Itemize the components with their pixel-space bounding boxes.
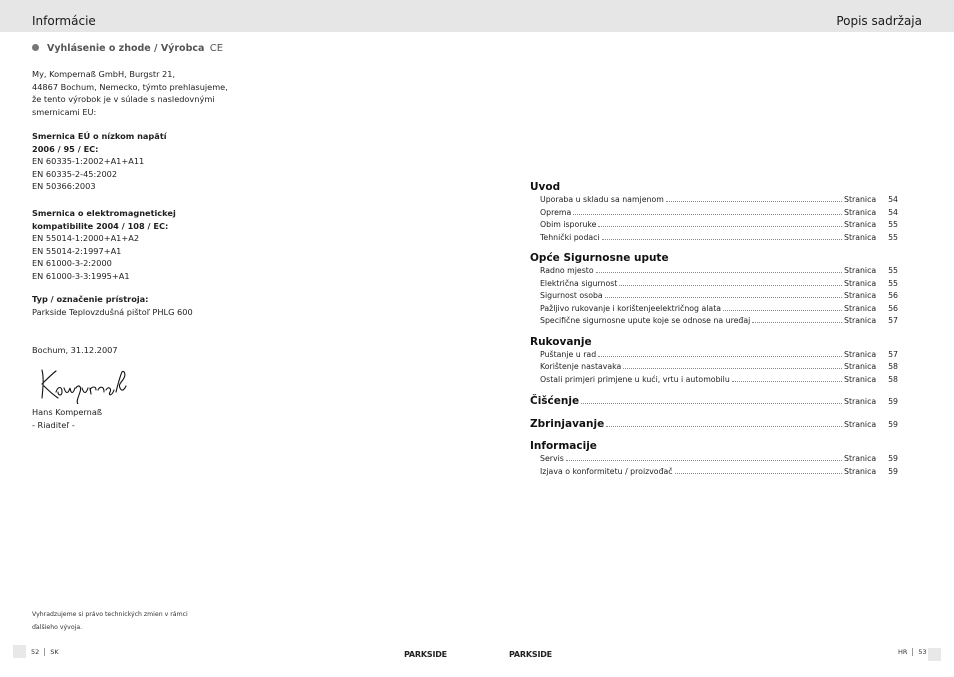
address-line: že tento výrobok je v súlade s nasledovnými — [32, 94, 215, 105]
directive-title: 2006 / 95 / EC: — [32, 143, 99, 154]
toc-entry[interactable]: Servis Stranica 59 — [540, 454, 898, 463]
toc-section-informacije — [530, 439, 898, 478]
ce-mark: CE — [209, 43, 224, 54]
toc-entry[interactable]: Pažljivo rukovanje i korištenjeelektričnog alata Stranica 56 — [540, 303, 898, 313]
footnote-line: ďalšieho vývoja. — [32, 623, 83, 631]
toc-entry[interactable]: Specifične sigurnosne upute koje se odnose na uređaj Stranica 57 — [540, 316, 898, 325]
standard-line: EN 61000-3-2:2000 — [32, 258, 112, 269]
toc-section-title: Opće Sigurnosne upute — [530, 252, 669, 264]
declaration-heading-text: Vyhlásenie o zhode / Výrobca — [47, 43, 205, 54]
language-left: SK — [50, 648, 59, 656]
directive-title: Smernica EÚ o nízkom napätí — [32, 131, 167, 141]
signer-role: - Riaditeľ - — [32, 419, 75, 430]
header-right-title: Popis sadržaja — [836, 14, 922, 28]
place-date-text: Bochum, 31.12.2007 — [32, 345, 118, 355]
toc-entry[interactable]: Ostali primjeri primjene u kući, vrtu i automobilu Stranica 58 — [540, 374, 898, 384]
signer-info — [32, 406, 102, 431]
standard-line: EN 50366:2003 — [32, 181, 96, 192]
toc-entry[interactable]: Puštanje u rad Stranica 57 — [540, 349, 898, 359]
standard-line: EN 60335-1:2002+A1+A11 — [32, 156, 145, 167]
language-right: HR — [898, 648, 908, 656]
toc-entry[interactable]: Tehnički podaci Stranica 55 — [540, 232, 898, 242]
toc-entry[interactable]: Čišćenje Stranica 59 — [530, 395, 898, 407]
manufacturer-address — [32, 68, 228, 118]
page-corner-box-left — [13, 645, 26, 658]
address-line: 44867 Bochum, Nemecko, týmto prehlasujeme, — [32, 81, 228, 92]
address-line: My, Kompernaß GmbH, Burgstr 21, — [32, 69, 176, 79]
toc-section-rukovanje — [530, 335, 898, 387]
toc-entry[interactable]: Sigurnost osoba Stranica 56 — [540, 291, 898, 300]
device-type-title: Typ / označenie prístroja: — [32, 294, 149, 304]
footer-right — [898, 648, 927, 656]
low-voltage-directive — [32, 130, 167, 193]
toc-entry[interactable]: Korištenje nastavaka Stranica 58 — [540, 362, 898, 371]
page-number-left: 52 — [31, 648, 40, 656]
parkside-logo-left: PARKSIDE — [404, 650, 447, 659]
signer-name: Hans Kompernaß — [32, 407, 102, 417]
address-line: smernicami EU: — [32, 106, 97, 117]
device-type — [32, 293, 193, 318]
toc-entry[interactable]: Oprema Stranica 54 — [540, 207, 898, 217]
standard-line: EN 60335-2-45:2002 — [32, 168, 118, 179]
toc-section-uvod — [530, 180, 898, 244]
directive-title: Smernica o elektromagnetickej — [32, 208, 176, 218]
directive-title: kompatibilite 2004 / 108 / EC: — [32, 220, 169, 231]
footnote-line: Vyhradzujeme si právo technických zmien v rámci — [32, 611, 188, 618]
bullet-icon — [32, 44, 39, 51]
toc-section-title: Uvod — [530, 181, 561, 193]
page-number-right: 53 — [918, 648, 927, 656]
toc-entry[interactable]: Obim isporuke Stranica 55 — [540, 220, 898, 229]
header-left-title: Informácie — [32, 14, 96, 28]
standard-line: EN 55014-2:1997+A1 — [32, 245, 122, 256]
footer-left — [31, 648, 59, 656]
toc-entry[interactable]: Radno mjesto Stranica 55 — [540, 266, 898, 275]
standard-line: EN 61000-3-3:1995+A1 — [32, 270, 130, 281]
toc-entry[interactable]: Izjava o konformitetu / proizvođač Stranica 59 — [540, 466, 898, 476]
toc-section-zbrinjavanje — [530, 416, 898, 432]
declaration-heading — [32, 43, 223, 56]
toc-entry[interactable]: Zbrinjavanje Stranica 59 — [530, 418, 898, 430]
toc-section-ciscenje — [530, 393, 898, 409]
device-type-value: Parkside Teplovzdušná pištoľ PHLG 600 — [32, 306, 193, 317]
signature-image — [38, 366, 130, 404]
page-corner-box-right — [928, 648, 941, 661]
parkside-logo-right: PARKSIDE — [509, 650, 552, 659]
toc-section-title: Informacije — [530, 440, 597, 452]
emc-directive — [32, 207, 176, 283]
table-of-contents — [530, 180, 898, 485]
standard-line: EN 55014-1:2000+A1+A2 — [32, 233, 140, 244]
footnote — [32, 609, 188, 634]
header-bar — [0, 0, 954, 32]
toc-section-title: Rukovanje — [530, 335, 592, 348]
toc-entry[interactable]: Uporaba u skladu sa namjenom Stranica 54 — [540, 195, 898, 204]
toc-entry[interactable]: Električna sigurnost Stranica 55 — [540, 278, 898, 288]
place-date — [32, 344, 118, 357]
toc-section-sigurnosne-upute — [530, 251, 898, 328]
